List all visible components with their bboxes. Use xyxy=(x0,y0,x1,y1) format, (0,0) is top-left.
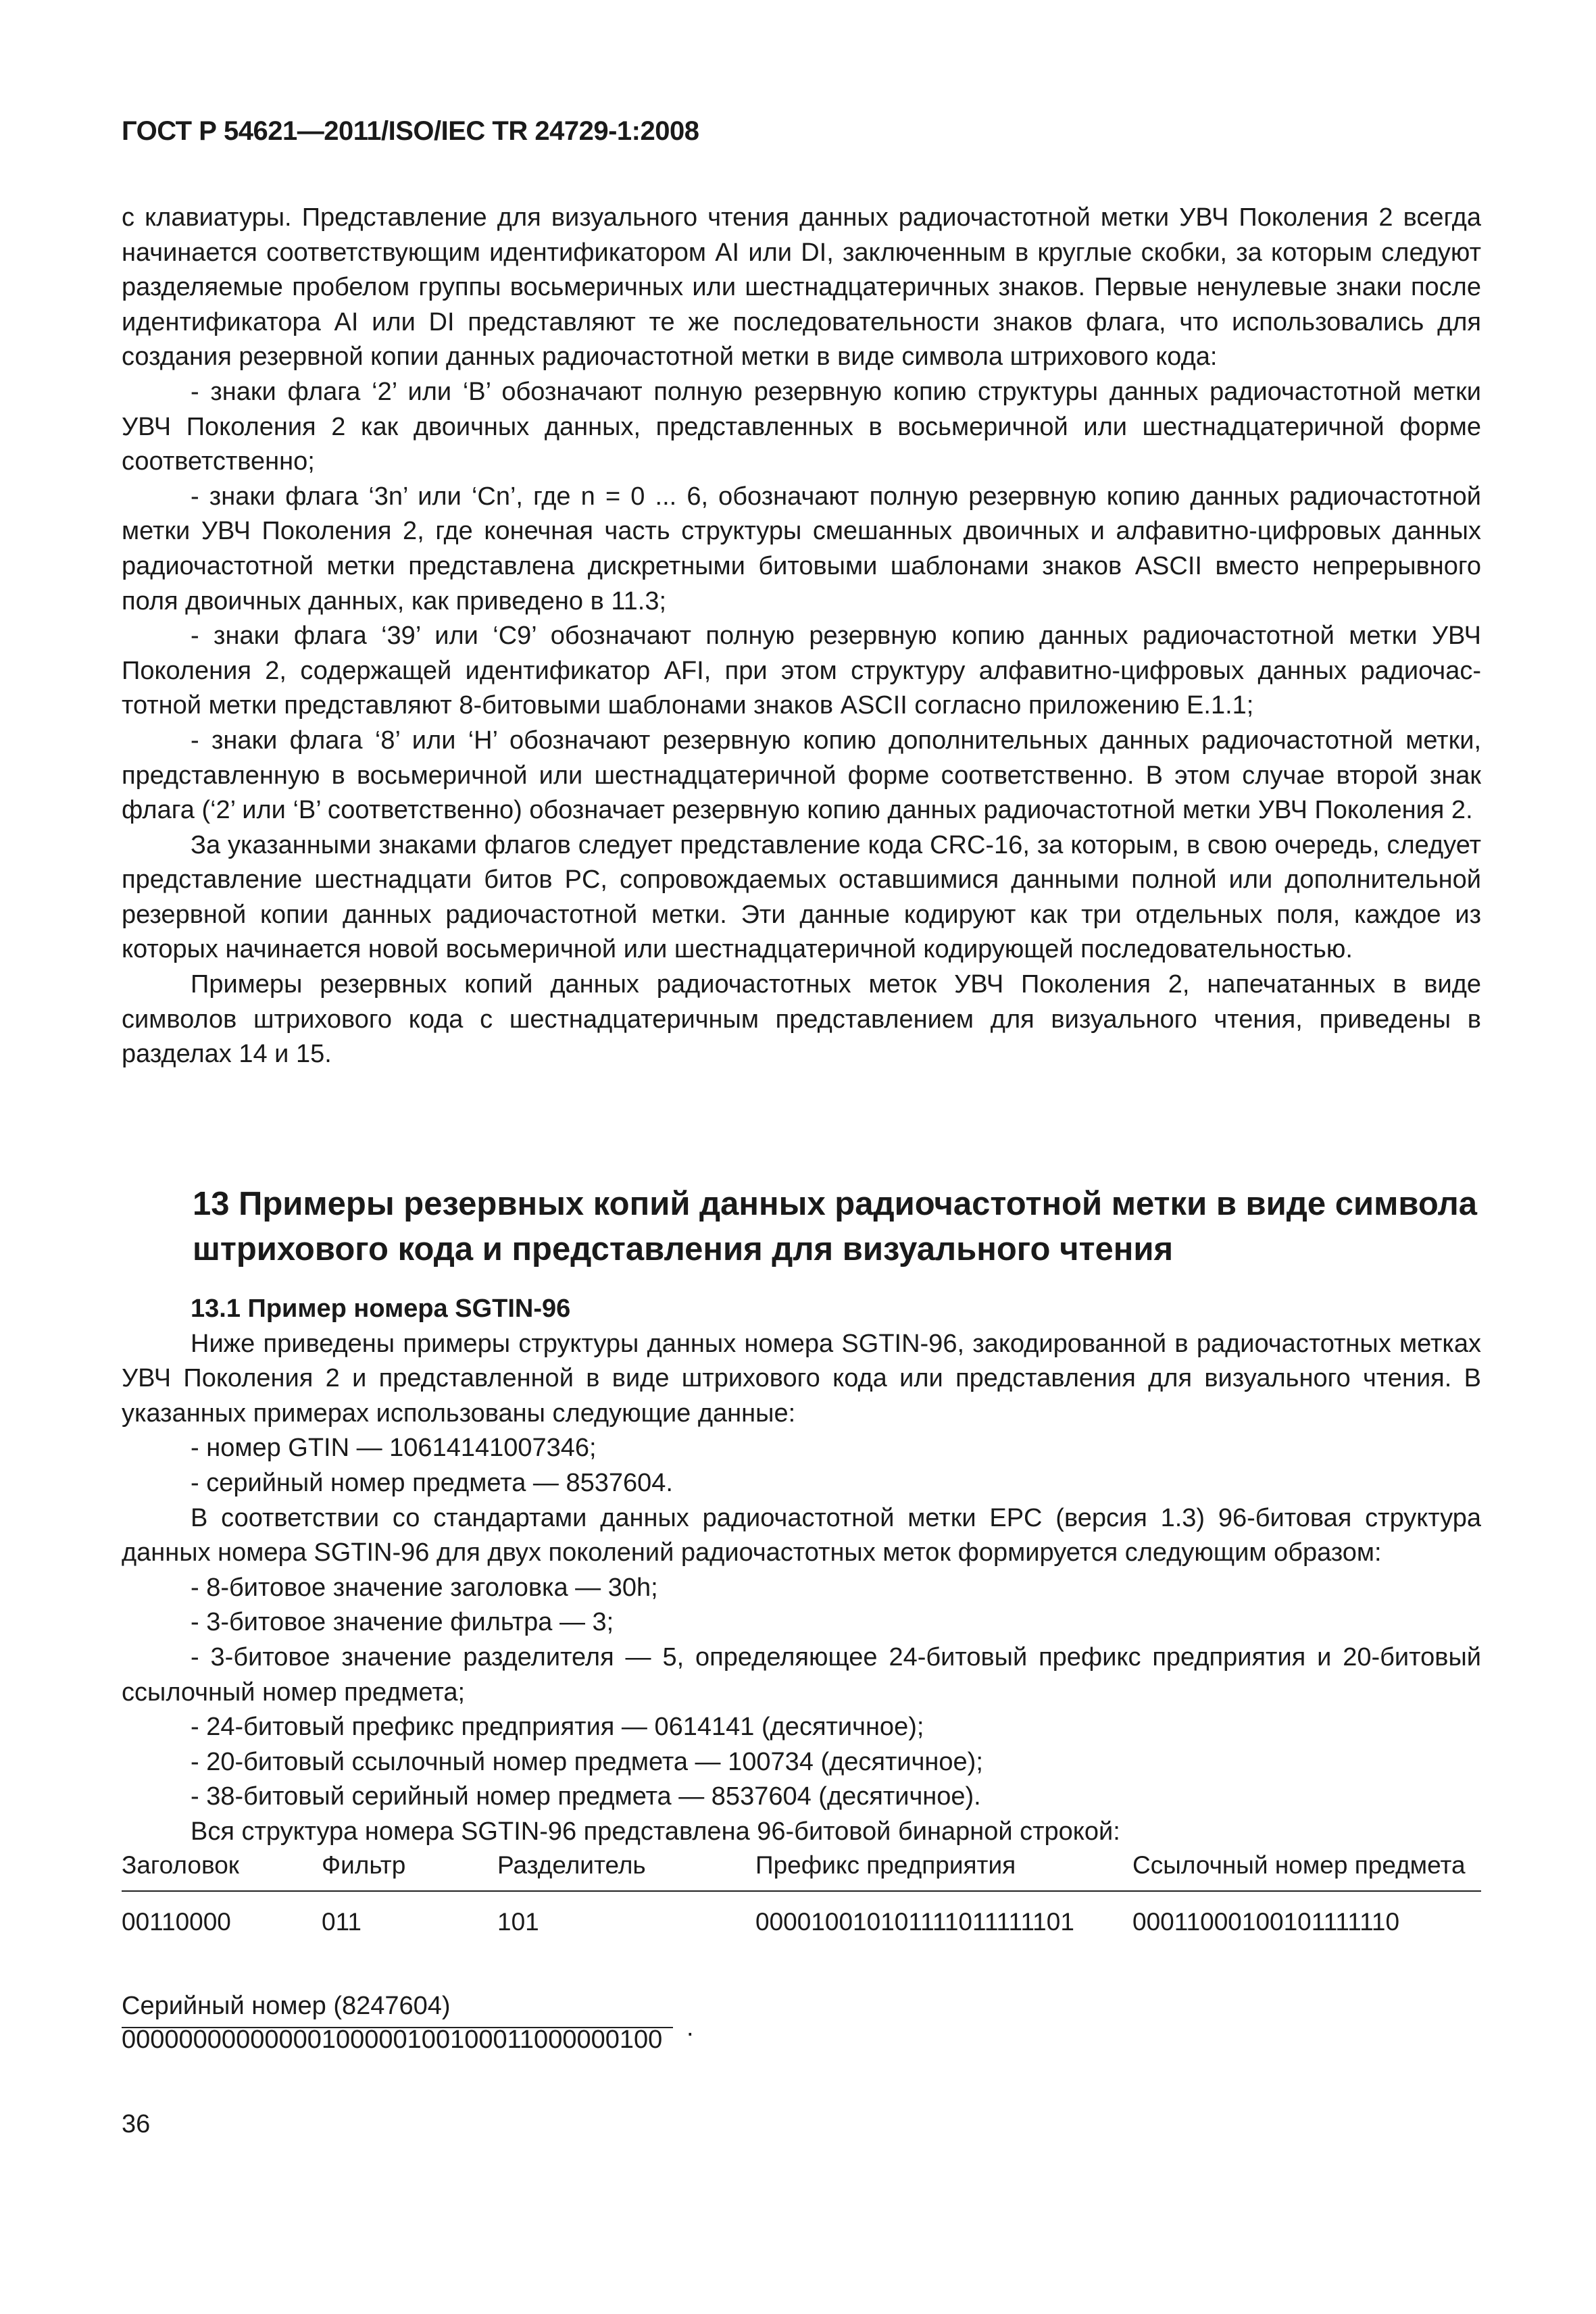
value-cell-item-reference: 00011000100101111110 xyxy=(1132,1908,1400,1936)
list-item: - 3-битовое значение разделителя — 5, определяющее 24-битовый префикс предприятия и 20-битовый ссылочный номер предмета; xyxy=(122,1642,1481,1707)
header-cell-company-prefix: Префикс предприятия xyxy=(755,1851,1016,1879)
value-cell-filter: 011 xyxy=(322,1908,361,1936)
paragraph: - знаки флага ‘39’ или ‘C9’ обозначают полную резервную копию данных радиочастотной метки УВЧ Поколения 2, содержащей идентификатор AFI, при этом структуру алфавитно-цифровых данных радиочастотной метки представляют 8-битовыми шаблонами знаков ASCII согласно приложению Е.1.1; xyxy=(122,622,1481,720)
page-number: 36 xyxy=(122,2110,151,2138)
structure-header-row xyxy=(122,1851,1481,1890)
serial-trailing-dot: . xyxy=(687,2013,694,2042)
value-cell-partition: 101 xyxy=(497,1908,539,1936)
subsection-heading: 13.1 Пример номера SGTIN-96 xyxy=(191,1294,571,1323)
structure-value-row xyxy=(122,1908,1481,1942)
paragraph: - знаки флага ‘8’ или ‘H’ обозначают резервную копию дополнительных данных радиочастотной метки, представленную в восьмеричной или шестнадцатеричной форме соответственно. В этом случае второй знак флага (‘2’ или ‘B’ соответственно) обозначает резервную копию данных радиочастотной метки УВЧ Поколения 2. xyxy=(122,726,1481,825)
paragraph: Примеры резервных копий данных радиочастотных меток УВЧ Поколения 2, напечатанных в виде символов штрихового кода с шестнадцатеричным представлением для визуального чтения, приведены в разделах 14 и 15. xyxy=(122,970,1481,1069)
serial-number-label-text: Серийный номер (8247604) xyxy=(122,1992,451,2020)
serial-number-bits: 00000000000000100000100100011000000100 xyxy=(122,2026,663,2054)
value-cell-header: 00110000 xyxy=(122,1908,231,1936)
section-heading: 13 Примеры резервных копий данных радиочастотной метки в виде символа штрихового кода и представления для визуального чтения xyxy=(193,1186,1477,1267)
paragraph: Ниже приведены примеры структуры данных номера SGTIN-96, закодированной в радиочастотных метках УВЧ Поколения 2 и представленной в виде штрихового кода или представления для визуального чтения. В указанных примерах использованы следующие данные: xyxy=(122,1329,1481,1428)
list-item: - 20-битовый ссылочный номер предмета — 100734 (десятичное); xyxy=(191,1747,983,1776)
value-cell-company-prefix: 000010010101111011111101 xyxy=(755,1908,1074,1936)
list-item: - 8-битовое значение заголовка — 30h; xyxy=(191,1573,658,1602)
paragraph: - знаки флага ‘2’ или ‘B’ обозначают полную резервную копию структуры данных радиочастотной метки УВЧ Поколения 2 как двоичных данных, представленных в восьмеричной или шестнадцатеричной форме соответственно; xyxy=(122,377,1481,476)
list-item: - 3-битовое значение фильтра — 3; xyxy=(191,1608,614,1637)
document-code-header: ГОСТ Р 54621—2011/ISO/IEC TR 24729-1:2008 xyxy=(122,116,699,146)
paragraph: с клавиатуры. Представление для визуального чтения данных радиочастотной метки УВЧ Поколения 2 всегда начинается соответствующим идентификатором AI или DI, заключенным в круглые скобки, за которым следуют разделяемые пробелом группы восьмеричных или шестнадцатеричных знаков. Первые ненулевые знаки после идентификатора AI или DI представляют те же последовательности знаков флага, что использовались для создания резервной копии данных радиочастотной метки в виде символа штрихового кода: xyxy=(122,203,1481,372)
paragraph: - знаки флага ‘3n’ или ‘Cn’, где n = 0 ... 6, обозначают полную резервную копию данных радиочастотной метки УВЧ Поколения 2, где конечная часть структуры смешанных двоичных и алфавитно-цифровых данных радиочастотной метки представлена дискретными битовыми шаблонами знаков ASCII вместо непрерывного поля двоичных данных, как приведено в 11.3; xyxy=(122,482,1481,615)
list-item: - серийный номер предмета — 8537604. xyxy=(191,1468,673,1497)
header-cell-filter: Фильтр xyxy=(322,1851,406,1879)
table-rule xyxy=(122,1890,1481,1892)
list-item: - номер GTIN — 10614141007346; xyxy=(191,1434,597,1463)
list-item: - 38-битовый серийный номер предмета — 8537604 (десятичное). xyxy=(191,1782,981,1811)
header-cell-partition: Разделитель xyxy=(497,1851,646,1879)
header-cell-item-reference: Ссылочный номер предмета xyxy=(1132,1851,1466,1879)
list-item: - 24-битовый префикс предприятия — 0614141 (десятичное); xyxy=(191,1713,924,1742)
header-cell-header: Заголовок xyxy=(122,1851,239,1879)
paragraph: Вся структура номера SGTIN-96 представлена 96-битовой бинарной строкой: xyxy=(191,1817,1120,1846)
sgtin-structure-table xyxy=(122,1851,1481,1936)
paragraph: В соответствии со стандартами данных радиочастотной метки EPC (версия 1.3) 96-битовая структура данных номера SGTIN-96 для двух поколений радиочастотных меток формируется следующим образом: xyxy=(122,1503,1481,1567)
paragraph: За указанными знаками флагов следует представление кода CRC-16, за которым, в свою очередь, следует представление шестнадцати битов PC, сопровождаемых оставшимися данными полной или дополнительной резервной копии данных радиочастотной метки. Эти данные кодируют как три отдельных поля, каждое из которых начинается новой восьмеричной или шестнадцатеричной кодирующей последовательностью. xyxy=(122,830,1481,964)
subsection-body xyxy=(122,1292,1481,1850)
body-text-block xyxy=(122,201,1481,1072)
serial-number-label xyxy=(122,1992,673,2021)
